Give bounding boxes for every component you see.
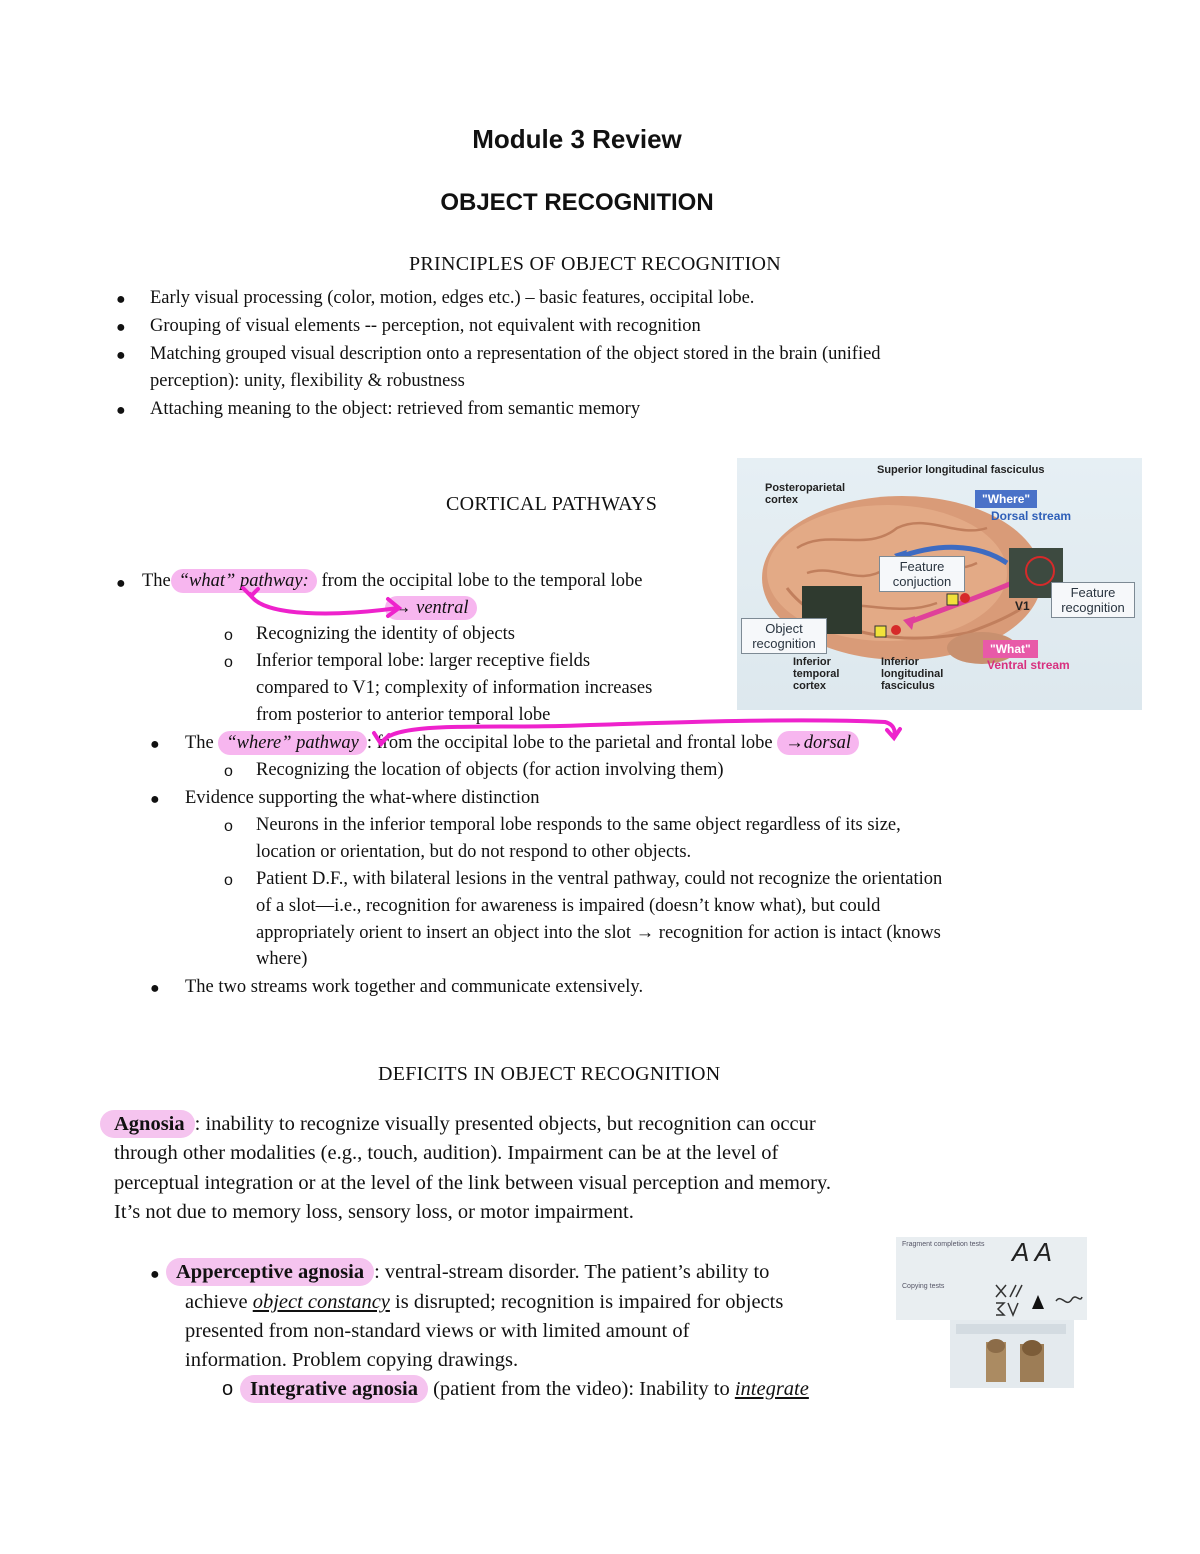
cat-views-illustration bbox=[950, 1320, 1074, 1388]
sub-bullet: o bbox=[224, 627, 233, 644]
where-tag: "Where" bbox=[975, 490, 1037, 508]
streams-together: The two streams work together and communicate extensively. bbox=[185, 977, 644, 997]
agnosia-line-1: Agnosia : inability to recognize visually presented objects, but recognition can occur bbox=[100, 1110, 816, 1139]
object-constancy-term: object constancy bbox=[252, 1291, 390, 1313]
what-pathway-line: The “what” pathway: from the occipital lobe to the temporal lobe bbox=[142, 571, 643, 591]
bullet-dot: ● bbox=[150, 736, 160, 753]
what-sub-2: Inferior temporal lobe: larger receptive fields bbox=[256, 651, 591, 671]
evidence-2-cont: of a slot—i.e., recognition for awareness is impaired (doesn’t know what), but could bbox=[256, 896, 881, 916]
sub-bullet: o bbox=[224, 654, 233, 671]
bullet-dot: ● bbox=[150, 791, 160, 808]
superior-label: Superior longitudinal fasciculus bbox=[877, 464, 1045, 476]
what-tag: "What" bbox=[983, 640, 1038, 658]
sub-bullet: o bbox=[222, 1378, 234, 1400]
principle-3: Matching grouped visual description onto a representation of the object stored in the brain (unified bbox=[150, 344, 881, 364]
where-pathway-term: “where” pathway bbox=[218, 731, 366, 755]
what-ventral-arrow bbox=[250, 594, 398, 613]
principles-heading: PRINCIPLES OF OBJECT RECOGNITION bbox=[408, 253, 782, 275]
principle-2: Grouping of visual elements -- perception, not equivalent with recognition bbox=[150, 316, 701, 336]
what-sub-2-cont2: from posterior to anterior temporal lobe bbox=[256, 705, 551, 725]
copy-shapes-icon bbox=[992, 1281, 1084, 1317]
evidence-2-cont2: appropriately orient to insert an object into the slot → recognition for action is intact (knows bbox=[256, 923, 941, 943]
evidence-1-cont: location or orientation, but do not respond to other objects. bbox=[256, 842, 692, 862]
bullet-dot: ● bbox=[150, 980, 160, 997]
fragment-label: Fragment completion tests bbox=[902, 1241, 985, 1248]
integrative-line: Integrative agnosia (patient from the video): Inability to integrate bbox=[240, 1375, 809, 1404]
agnosia-line-4: It’s not due to memory loss, sensory loss, or motor impairment. bbox=[114, 1201, 634, 1223]
bullet-dot: ● bbox=[116, 319, 126, 336]
evidence-2: Patient D.F., with bilateral lesions in the ventral pathway, could not recognize the orientation bbox=[256, 869, 943, 889]
where-sub-1: Recognizing the location of objects (for action involving them) bbox=[256, 760, 724, 780]
what-sub-2-cont: compared to V1; complexity of information increases bbox=[256, 678, 653, 698]
apperceptive-line-4: information. Problem copying drawings. bbox=[185, 1349, 519, 1371]
page-title: Module 3 Review bbox=[472, 124, 682, 154]
integrate-term: integrate bbox=[734, 1378, 809, 1400]
posteroparietal-label: Posteroparietal cortex bbox=[765, 482, 846, 506]
agnosia-line-3: perceptual integration or at the level of the link between visual perception and memory. bbox=[114, 1172, 832, 1194]
evidence-line: Evidence supporting the what-where distinction bbox=[185, 788, 540, 808]
what-pathway-term: “what” pathway: bbox=[171, 569, 317, 593]
ventral-direction: → ventral bbox=[385, 596, 477, 620]
bullet-dot: ● bbox=[116, 575, 126, 592]
apperceptive-line-1: Apperceptive agnosia : ventral-stream disorder. The patient’s ability to bbox=[166, 1258, 769, 1287]
inferior-temporal-label: Inferior temporal cortex bbox=[793, 656, 840, 692]
aa-glyphs: A A bbox=[1012, 1237, 1052, 1267]
pathways-heading: CORTICAL PATHWAYS bbox=[446, 493, 658, 515]
dorsal-stream-label: Dorsal stream bbox=[991, 509, 1072, 523]
deficits-heading: DEFICITS IN OBJECT RECOGNITION bbox=[378, 1063, 721, 1085]
principle-1: Early visual processing (color, motion, edges etc.) – basic features, occipital lobe. bbox=[150, 288, 755, 308]
sub-bullet: o bbox=[224, 763, 233, 780]
dorsal-direction: →dorsal bbox=[777, 731, 859, 755]
apperceptive-term: Apperceptive agnosia bbox=[166, 1258, 374, 1286]
v1-label: V1 bbox=[1015, 599, 1030, 613]
principle-4: Attaching meaning to the object: retrieved from semantic memory bbox=[150, 399, 641, 419]
ventral-stream-label: Ventral stream bbox=[987, 658, 1070, 672]
evidence-2-cont3: where) bbox=[256, 949, 308, 969]
object-recognition-label: Object recognition bbox=[741, 618, 827, 654]
apperceptive-line-2: achieve object constancy is disrupted; recognition is impaired for objects bbox=[185, 1291, 784, 1313]
sub-bullet: o bbox=[224, 872, 233, 889]
bullet-dot: ● bbox=[116, 347, 126, 364]
integrative-term: Integrative agnosia bbox=[240, 1375, 428, 1403]
feature-conjunction-label: Feature conjuction bbox=[879, 556, 965, 592]
where-dorsal-arrow bbox=[381, 720, 895, 744]
feature-recognition-label: Feature recognition bbox=[1051, 582, 1135, 618]
apperceptive-line-3: presented from non-standard views or with limited amount of bbox=[185, 1320, 690, 1342]
agnosia-term: Agnosia bbox=[100, 1110, 195, 1138]
sub-bullet: o bbox=[224, 818, 233, 835]
where-pathway-line: The “where” pathway : from the occipital lobe to the parietal and frontal lobe →dorsal bbox=[185, 730, 859, 757]
unusual-views-figure bbox=[950, 1320, 1074, 1388]
agnosia-line-2: through other modalities (e.g., touch, audition). Impairment can be at the level of bbox=[114, 1142, 779, 1164]
evidence-1: Neurons in the inferior temporal lobe responds to the same object regardless of its size, bbox=[256, 815, 901, 835]
brain-pathways-figure bbox=[737, 458, 1142, 710]
inferior-longitudinal-label: Inferior longitudinal fasciculus bbox=[881, 656, 944, 692]
principle-3-cont: perception): unity, flexibility & robustness bbox=[150, 371, 465, 391]
page-subtitle: OBJECT RECOGNITION bbox=[440, 189, 714, 216]
copying-label: Copying tests bbox=[902, 1283, 945, 1290]
bullet-dot: ● bbox=[116, 291, 126, 308]
bullet-dot: ● bbox=[150, 1266, 160, 1283]
what-sub-1: Recognizing the identity of objects bbox=[256, 624, 515, 644]
agnosia-tests-figure bbox=[896, 1237, 1087, 1320]
bullet-dot: ● bbox=[116, 402, 126, 419]
